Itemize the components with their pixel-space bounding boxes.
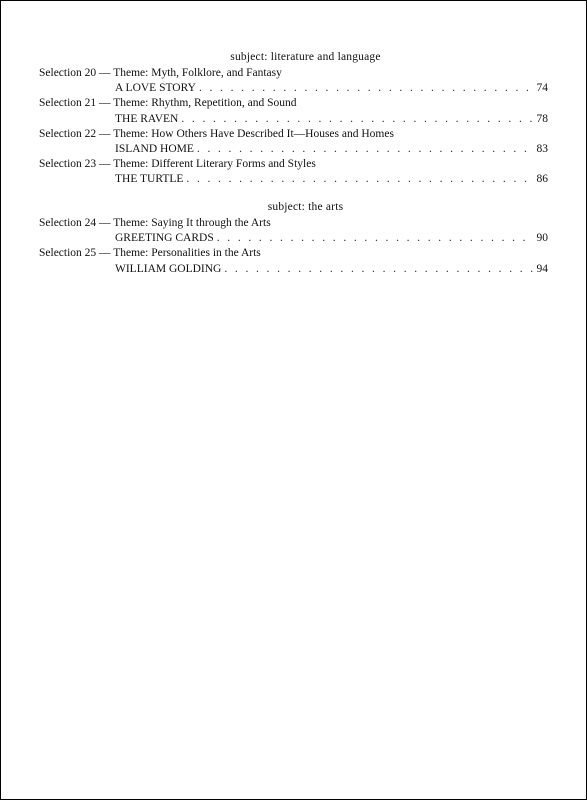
theme-line	[1, 96, 586, 111]
selection-title: THE RAVEN	[115, 112, 179, 125]
dash: —	[99, 247, 111, 260]
theme-text: Theme: How Others Have Described It—Houses and Homes	[113, 127, 394, 140]
dot-leader	[199, 81, 534, 96]
selection-label: Selection 21	[39, 97, 97, 110]
theme-line	[1, 246, 586, 261]
dot-leader	[181, 112, 533, 127]
subject-heading: subject: the arts	[267, 201, 344, 213]
title-line	[115, 262, 548, 277]
theme-line	[1, 127, 586, 142]
theme-line	[1, 157, 586, 172]
selection-label: Selection 20	[39, 67, 97, 79]
dot-leader	[186, 172, 533, 187]
page-number: 94	[536, 262, 548, 275]
dash: —	[99, 158, 111, 171]
toc-entry	[1, 216, 586, 246]
toc-entry	[1, 246, 586, 276]
title-line	[115, 81, 548, 96]
title-line	[115, 231, 548, 246]
dot-leader	[224, 262, 533, 277]
page-number: 86	[536, 173, 548, 186]
selection-title: THE TURTLE	[115, 173, 184, 186]
page-number: 78	[536, 112, 548, 125]
toc-entry	[1, 66, 586, 96]
dot-leader	[217, 231, 534, 246]
title-line	[115, 142, 548, 157]
selection-title: A LOVE STORY	[115, 82, 196, 95]
selection-title: WILLIAM GOLDING	[115, 262, 222, 275]
theme-line	[1, 66, 586, 81]
toc-entry	[1, 157, 586, 187]
theme-line	[1, 216, 586, 231]
theme-text: Theme: Saying It through the Arts	[113, 217, 271, 229]
selection-label: Selection 25	[39, 247, 97, 260]
page-number: 74	[536, 82, 548, 95]
page-number: 90	[536, 232, 548, 245]
title-line	[115, 112, 548, 127]
selection-title: ISLAND HOME	[115, 143, 194, 156]
theme-text: Theme: Myth, Folklore, and Fantasy	[113, 67, 282, 79]
theme-text: Theme: Different Literary Forms and Styles	[113, 158, 316, 171]
theme-text: Theme: Rhythm, Repetition, and Sound	[113, 97, 297, 110]
selection-label: Selection 22	[39, 127, 97, 140]
title-line	[115, 172, 548, 187]
selection-label: Selection 24	[39, 217, 97, 229]
dash: —	[99, 67, 111, 79]
selection-title: GREETING CARDS	[115, 232, 214, 245]
dot-leader	[197, 142, 534, 157]
subject-heading: subject: literature and language	[230, 51, 381, 63]
subject-section-literature	[1, 51, 586, 188]
selection-label: Selection 23	[39, 158, 97, 171]
toc-entry	[1, 127, 586, 157]
page-number: 83	[536, 143, 548, 156]
dash: —	[99, 217, 111, 229]
dash: —	[99, 97, 111, 110]
subject-section-arts	[1, 201, 586, 277]
toc-entry	[1, 96, 586, 126]
dash: —	[99, 127, 111, 140]
theme-text: Theme: Personalities in the Arts	[113, 247, 261, 260]
